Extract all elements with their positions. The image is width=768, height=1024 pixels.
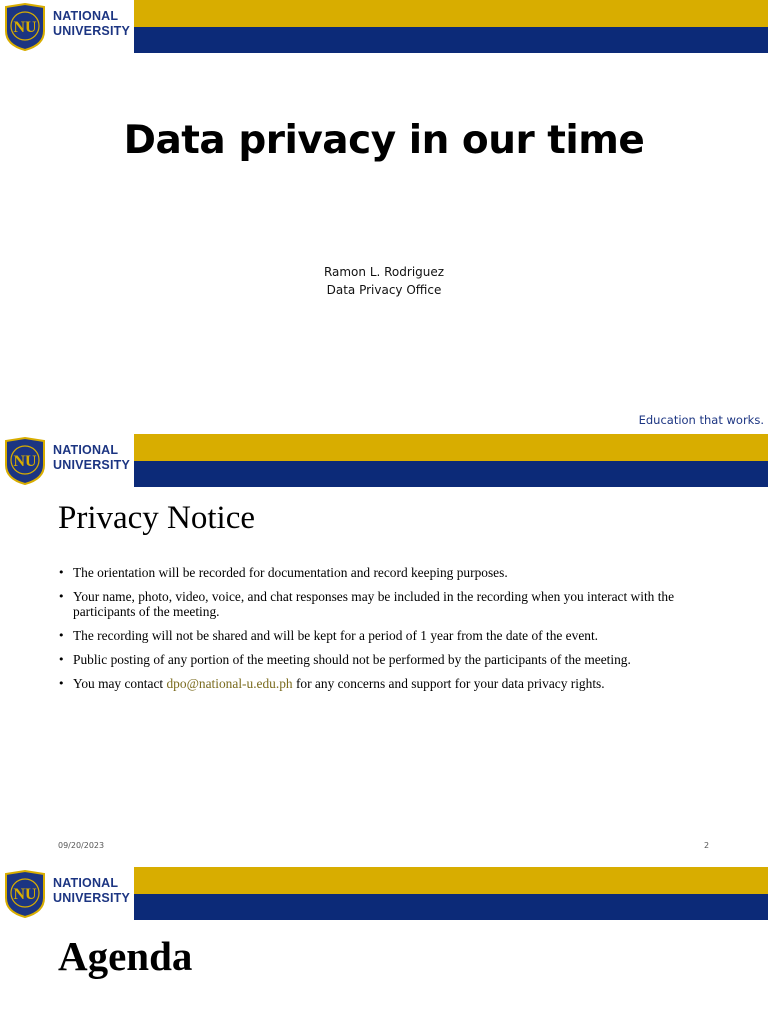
slide-title-text: Privacy Notice [58, 500, 256, 536]
byline [0, 263, 768, 299]
nu-shield-logo-icon [4, 3, 46, 51]
header-navy-bar [134, 27, 768, 53]
svg-text:NU: NU [13, 453, 37, 470]
brand-wordmark [53, 443, 130, 473]
svg-text:NU: NU [13, 19, 37, 36]
contact-prefix: You may contact [73, 676, 167, 691]
slide-date: 09/20/2023 [58, 841, 105, 850]
slide-title-text: Agenda [58, 933, 193, 979]
brand-line-2: UNIVERSITY [53, 24, 131, 38]
brand-wordmark [53, 876, 130, 906]
slide-privacy-notice [0, 434, 768, 867]
slide-title [0, 0, 768, 434]
bullet-item: • The recording will not be shared and will be kept for a period of 1 year from the date of the event. [58, 628, 718, 643]
header-navy-bar [134, 461, 768, 487]
slide-header [0, 0, 768, 54]
brand-line-2: UNIVERSITY [53, 891, 131, 905]
brand-wordmark [53, 9, 130, 39]
nu-shield-logo-icon [4, 870, 46, 918]
header-gold-bar [134, 434, 768, 461]
slide-title-text: Data privacy in our time [123, 118, 645, 163]
svg-text:NU: NU [13, 886, 37, 903]
tagline: Education that works. [638, 413, 764, 427]
slide-header [0, 867, 768, 921]
author-name: Ramon L. Rodriguez [323, 265, 445, 279]
bullet-list [58, 565, 718, 700]
bullet-item: • Your name, photo, video, voice, and chat responses may be included in the recording when you interact with the participants of the meeting. [58, 589, 718, 619]
office-name: Data Privacy Office [326, 283, 442, 297]
header-gold-bar [134, 0, 768, 27]
bullet-item: • Public posting of any portion of the meeting should not be performed by the participants of the meeting. [58, 652, 718, 667]
bullet-item: • The orientation will be recorded for documentation and record keeping purposes. [58, 565, 718, 580]
slide-header [0, 434, 768, 488]
brand-line-2: UNIVERSITY [53, 458, 131, 472]
nu-shield-logo-icon [4, 437, 46, 485]
brand-line-1: NATIONAL [53, 443, 119, 457]
brand-line-1: NATIONAL [53, 876, 119, 890]
contact-email-link[interactable]: dpo@national-u.edu.ph [166, 676, 293, 691]
bullet-item-contact [58, 676, 718, 691]
slide-number: 2 [704, 841, 710, 850]
contact-suffix: for any concerns and support for your data privacy rights. [292, 676, 605, 691]
header-navy-bar [134, 894, 768, 920]
slide-agenda [0, 867, 768, 1024]
brand-line-1: NATIONAL [53, 9, 119, 23]
header-gold-bar [134, 867, 768, 894]
